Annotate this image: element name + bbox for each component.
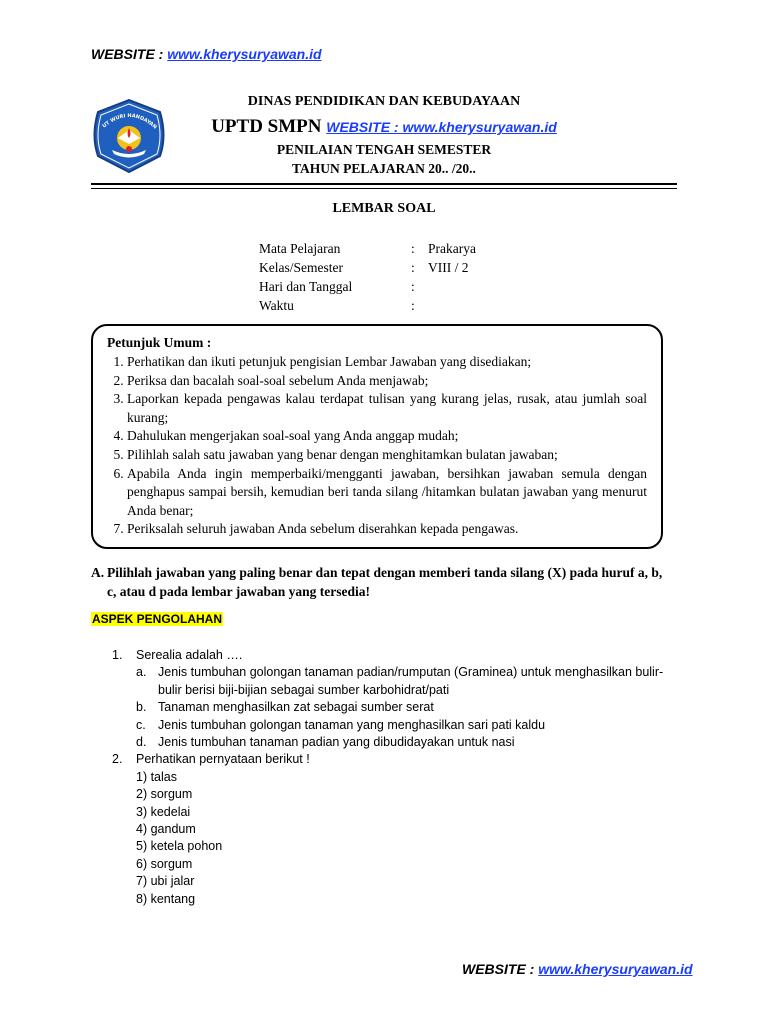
info-value: Prakarya xyxy=(428,241,476,256)
question-text: Perhatikan pernyataan berikut ! xyxy=(136,752,310,767)
instruction-item: 1. Perhatikan dan ikuti petunjuk pengisian Lembar Jawaban yang disediakan; xyxy=(127,353,647,372)
option-a xyxy=(136,664,682,699)
question-number: 2. xyxy=(112,752,123,767)
instruction-item: 4. Dahulukan mengerjakan soal-soal yang Anda anggap mudah; xyxy=(127,427,647,446)
info-row-class xyxy=(259,258,476,277)
option-letter: a. xyxy=(136,665,147,680)
website-label: WEBSITE : xyxy=(462,961,539,977)
aspect-heading: ASPEK PENGOLAHAN xyxy=(92,612,223,626)
header-school-name: UPTD SMPN xyxy=(211,116,327,137)
section-text: Pilihlah jawaban yang paling benar dan tepat dengan memberi tanda silang (X) pada huruf a, b, c, atau d pada lembar jawaban yang tersedia! xyxy=(107,565,663,599)
info-row-time xyxy=(259,296,476,315)
question-number: 1. xyxy=(112,648,123,662)
header-website-label[interactable]: WEBSITE : xyxy=(326,119,403,135)
option-b xyxy=(136,699,682,716)
svg-text:TUT WURI HANDAYANI: UT WURI HANDAYAN xyxy=(101,112,158,131)
page-title: LEMBAR SOAL xyxy=(332,201,436,216)
general-instructions-box xyxy=(91,324,663,549)
header-year: TAHUN PELAJARAN 20.. /20.. xyxy=(292,161,476,176)
bottom-website-line xyxy=(462,961,693,977)
website-label: WEBSITE : xyxy=(91,46,168,62)
website-link[interactable]: www.kherysuryawan.id xyxy=(538,961,693,977)
info-colon: : xyxy=(411,241,415,256)
option-c xyxy=(136,717,682,734)
info-colon: : xyxy=(411,260,415,275)
option-d xyxy=(136,734,682,751)
info-label: Mata Pelajaran xyxy=(259,241,341,256)
exam-info-table xyxy=(259,239,476,315)
option-letter: b. xyxy=(136,700,147,715)
question-2 xyxy=(112,751,682,908)
statement-item: 8) kentang xyxy=(136,891,196,906)
statement-item: 3) kedelai xyxy=(136,804,191,819)
header-divider-thin xyxy=(91,188,677,189)
info-value: VIII / 2 xyxy=(428,260,469,275)
instruction-item: 6. Apabila Anda ingin memperbaiki/mengganti jawaban, bersihkan jawaban semula dengan penghapus sampai bersih, kemudian beri tanda silang /hitamkan bulatan jawaban yang menurut Anda benar; xyxy=(127,465,647,521)
info-row-date xyxy=(259,277,476,296)
statement-item: 6) sorgum xyxy=(136,856,193,871)
instruction-item: 7. Periksalah seluruh jawaban Anda sebelum diserahkan kepada pengawas. xyxy=(127,520,647,539)
header-website-link[interactable]: www.kherysuryawan.id xyxy=(402,119,557,135)
option-letter: d. xyxy=(136,735,147,750)
question-text: Serealia adalah …. xyxy=(136,648,243,662)
info-label: Kelas/Semester xyxy=(259,260,343,275)
statement-item: 2) sorgum xyxy=(136,787,193,802)
option-text: Tanaman menghasilkan zat sebagai sumber serat xyxy=(158,700,434,715)
instruction-item: 5. Pilihlah salah satu jawaban yang benar dengan menghitamkan bulatan jawaban; xyxy=(127,446,647,465)
header-exam: PENILAIAN TENGAH SEMESTER xyxy=(276,142,492,157)
info-label: Hari dan Tanggal xyxy=(259,279,353,294)
header-school xyxy=(190,116,578,138)
header-agency: DINAS PENDIDIKAN DAN KEBUDAYAAN xyxy=(247,94,521,109)
website-link[interactable]: www.kherysuryawan.id xyxy=(167,46,322,62)
info-row-subject xyxy=(259,239,476,258)
info-label: Waktu xyxy=(259,298,294,313)
option-text: Jenis tumbuhan tanaman padian yang dibudidayakan untuk nasi xyxy=(158,735,515,750)
statement-item: 5) ketela pohon xyxy=(136,839,223,854)
question-list xyxy=(112,647,682,908)
statement-item: 4) gandum xyxy=(136,822,196,837)
option-text: Jenis tumbuhan golongan tanaman yang menghasilkan sari pati kaldu xyxy=(158,717,546,732)
header-divider-thick xyxy=(91,183,677,185)
instruction-item: 3. Laporkan kepada pengawas kalau terdapat tulisan yang kurang jelas, rusak, atau jumlah soal kurang; xyxy=(127,390,647,427)
instructions-title: Petunjuk Umum : xyxy=(107,335,212,350)
option-letter: c. xyxy=(136,717,146,732)
info-colon: : xyxy=(411,298,415,313)
statement-item: 7) ubi jalar xyxy=(136,874,195,889)
instructions-list xyxy=(107,353,647,539)
info-colon: : xyxy=(411,279,415,294)
question-1 xyxy=(112,647,682,751)
option-text: Jenis tumbuhan golongan tanaman padian/rumputan (Graminea) untuk menghasilkan bulir-bulir berisi biji-bijian sebagai sumber karbohidrat/pati xyxy=(158,665,664,697)
top-website-line xyxy=(91,46,322,62)
section-letter: A. xyxy=(91,565,105,580)
tut-wuri-handayani-logo-icon xyxy=(88,98,170,174)
instruction-item: 2. Periksa dan bacalah soal-soal sebelum Anda menjawab; xyxy=(127,372,647,391)
statement-item: 1) talas xyxy=(136,769,177,784)
section-a-instruction xyxy=(91,563,671,601)
